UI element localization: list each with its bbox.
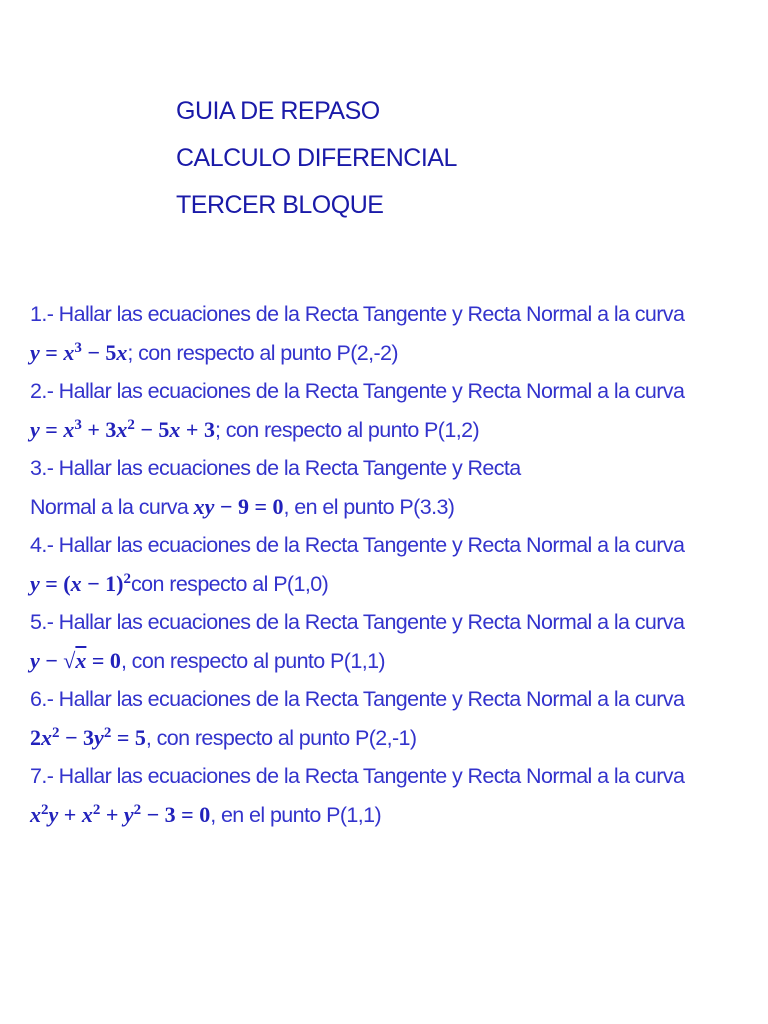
problem-5-point: , con respecto al punto P(1,1) bbox=[120, 648, 385, 673]
problem-1-equation-line bbox=[30, 334, 760, 373]
problem-7-point: , en el punto P(1,1) bbox=[210, 802, 382, 827]
problem-1-statement: 1.- Hallar las ecuaciones de la Recta Tangente y Recta Normal a la curva bbox=[30, 302, 685, 326]
problem-1-point: ; con respecto al punto P(2,-2) bbox=[127, 340, 398, 365]
problem-3-statement: 3.- Hallar las ecuaciones de la Recta Tangente y Recta bbox=[30, 456, 521, 480]
title-line-2: CALCULO DIFERENCIAL bbox=[176, 144, 457, 172]
title-line-1: GUIA DE REPASO bbox=[176, 97, 380, 125]
problem-6-point: , con respecto al punto P(2,-1) bbox=[145, 725, 417, 750]
problem-7-equation-line bbox=[30, 796, 760, 835]
problem-3-point: , en el punto P(3.3) bbox=[283, 494, 455, 519]
problem-4-statement: 4.- Hallar las ecuaciones de la Recta Tangente y Recta Normal a la curva bbox=[30, 533, 685, 557]
problem-4-equation-line bbox=[30, 565, 760, 604]
problem-6-statement: 6.- Hallar las ecuaciones de la Recta Tangente y Recta Normal a la curva bbox=[30, 687, 685, 711]
problem-3-equation: xy − 9 = 0 bbox=[193, 493, 284, 519]
problem-4-equation: $y = (x - 1)^2$ bbox=[30, 570, 132, 596]
problem-6-equation: $2x^2 - 3y^2 = 5$ bbox=[30, 724, 146, 750]
problem-5-equation-line bbox=[30, 642, 760, 681]
problem-list bbox=[30, 295, 760, 834]
problem-3-equation-line bbox=[30, 488, 760, 527]
title-block bbox=[176, 88, 457, 229]
problem-4-point: con respecto al P(1,0) bbox=[131, 571, 329, 596]
title-line-3: TERCER BLOQUE bbox=[176, 191, 384, 219]
problem-7-statement: 7.- Hallar las ecuaciones de la Recta Tangente y Recta Normal a la curva bbox=[30, 764, 685, 788]
problem-2-point: ; con respecto al punto P(1,2) bbox=[214, 417, 480, 442]
problem-2-statement: 2.- Hallar las ecuaciones de la Recta Tangente y Recta Normal a la curva bbox=[30, 379, 685, 403]
problem-5-statement: 5.- Hallar las ecuaciones de la Recta Tangente y Recta Normal a la curva bbox=[30, 610, 685, 634]
problem-1-equation: $y = x^3 - 5x$ bbox=[30, 339, 128, 365]
problem-6-equation-line bbox=[30, 719, 760, 758]
problem-2-equation: $y = x^3 + 3x^2 - 5x + 3$ bbox=[30, 416, 215, 442]
problem-2-equation-line bbox=[30, 411, 760, 450]
problem-5-equation: y − √x = 0 bbox=[30, 647, 121, 673]
problem-3-lead: Normal a la curva bbox=[30, 494, 194, 519]
problem-7-equation: $x^2y + x^2 + y^2 - 3 = 0$ bbox=[30, 801, 211, 827]
